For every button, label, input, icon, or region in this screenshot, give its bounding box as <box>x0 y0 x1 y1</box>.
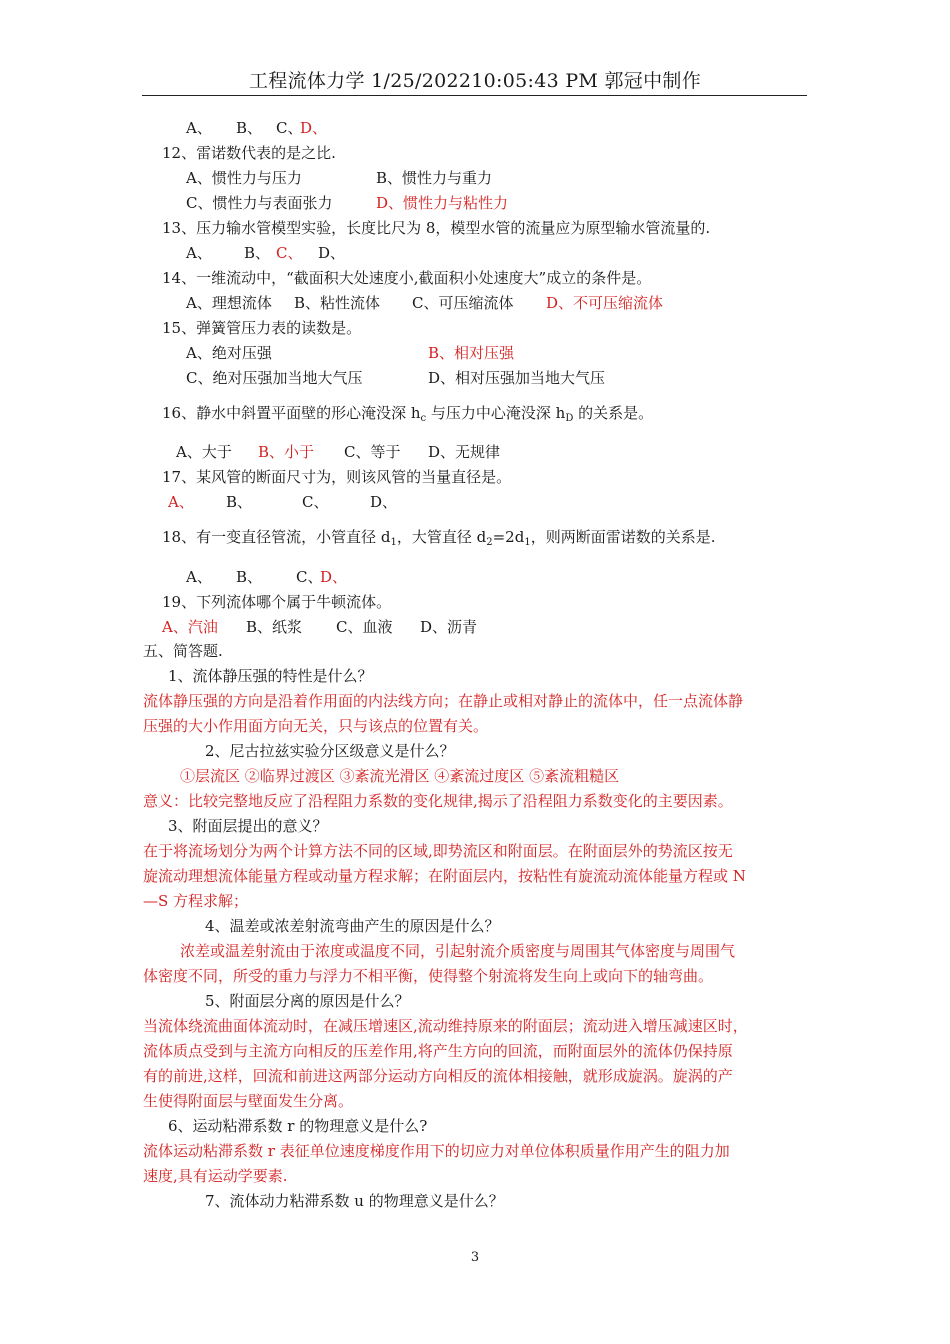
q14-option-c: C、可压缩流体 <box>412 294 514 312</box>
q16-option-d: D、无规律 <box>428 443 501 461</box>
s1-answer-line1: 流体静压强的方向是沿着作用面的内法线方向；在静止或相对静止的流体中，任一点流体静 <box>143 692 744 710</box>
s4-answer-line2: 体密度不同，所受的重力与浮力不相平衡，使得整个射流将发生向上或向下的轴弯曲。 <box>143 967 714 985</box>
q15-option-b-answer: B、相对压强 <box>428 344 515 362</box>
s2-question: 2、尼古拉兹实验分区级意义是什么？ <box>205 742 455 760</box>
q12-option-b: B、惯性力与重力 <box>376 169 493 187</box>
q17-option-c: C、 <box>302 493 329 511</box>
q12-option-a: A、惯性力与压力 <box>186 169 302 187</box>
q12-option-d-answer: D、惯性力与粘性力 <box>376 194 509 212</box>
q19-option-c: C、血液 <box>336 618 393 636</box>
q17-option-d: D、 <box>370 493 398 511</box>
q14-option-a: A、理想流体 <box>186 294 272 312</box>
q12-option-c: C、惯性力与表面张力 <box>186 194 333 212</box>
q13-option-a: A、 <box>186 244 212 262</box>
s3-answer-line1: 在于将流场划分为两个计算方法不同的区域,即势流区和附面层。在附面层外的势流区按无 <box>143 842 733 860</box>
q13-option-c-answer: C、 <box>276 244 303 262</box>
q18-option-d-answer: D、 <box>320 568 348 586</box>
section-heading: 五、简答题. <box>143 642 223 660</box>
q13-option-d: D、 <box>318 244 346 262</box>
q12-stem: 12、雷诺数代表的是之比. <box>162 144 336 162</box>
q14-stem: 14、一维流动中，“截面积大处速度小,截面积小处速度大”成立的条件是。 <box>162 269 652 287</box>
s7-question: 7、流体动力粘滞系数 u 的物理意义是什么？ <box>205 1192 504 1210</box>
s3-answer-line2: 旋流动理想流体能量方程或动量方程求解；在附面层内，按粘性有旋流动流体能量方程或 N <box>143 867 746 885</box>
q18-option-c: C、 <box>296 568 323 586</box>
s5-question: 5、附面层分离的原因是什么？ <box>205 992 410 1010</box>
q15-option-a: A、绝对压强 <box>186 344 272 362</box>
s3-question: 3、附面层提出的意义？ <box>168 817 328 835</box>
q14-option-d-answer: D、不可压缩流体 <box>546 294 664 312</box>
s5-answer-line3: 有的前进,这样，回流和前进这两部分运动方向相反的流体相接触，就形成旋涡。旋涡的产 <box>143 1067 733 1085</box>
s6-answer-line2: 速度,具有运动学要素. <box>143 1167 288 1185</box>
s6-question: 6、运动粘滞系数 r 的物理意义是什么? <box>168 1117 428 1135</box>
s5-answer-line1: 当流体绕流曲面体流动时，在减压增速区,流动维持原来的附面层；流动进入增压减速区时， <box>143 1017 748 1035</box>
q11-option-d-answer: D、 <box>300 119 328 137</box>
page-number: 3 <box>470 1250 480 1265</box>
s3-answer-line3: —S 方程求解； <box>143 892 249 910</box>
q16-option-a: A、大于 <box>176 443 232 461</box>
s4-answer-line1: 浓差或温差射流由于浓度或温度不同，引起射流介质密度与周围其气体密度与周围气 <box>180 942 736 960</box>
s2-meaning: 意义：比较完整地反应了沿程阻力系数的变化规律,揭示了沿程阻力系数变化的主要因素。 <box>143 792 733 810</box>
q15-option-c: C、绝对压强加当地大气压 <box>186 369 363 387</box>
q19-option-a-answer: A、汽油 <box>162 618 218 636</box>
page-header-title: 工程流体力学 1/25/202210:05:43 PM 郭冠中制作 <box>248 70 701 92</box>
q18-option-a: A、 <box>186 568 212 586</box>
q16-option-c: C、等于 <box>344 443 401 461</box>
q17-option-a-answer: A、 <box>168 493 194 511</box>
q11-option-b: B、 <box>236 119 263 137</box>
q13-stem: 13、压力输水管模型实验，长度比尺为 8，模型水管的流量应为原型输水管流量的. <box>162 219 711 237</box>
q17-option-b: B、 <box>226 493 253 511</box>
q19-stem: 19、下列流体哪个属于牛顿流体。 <box>162 593 392 611</box>
q18-stem: 18、有一变直径管流，小管直径 $d_1$，大管直径 $d_2=2d_1$，则两断面雷诺数的关系是. <box>162 528 716 548</box>
q19-option-d: D、沥青 <box>420 618 478 636</box>
s1-answer-line2: 压强的大小作用面方向无关，只与该点的位置有关。 <box>143 717 489 735</box>
q14-option-b: B、粘性流体 <box>294 294 381 312</box>
s4-question: 4、温差或浓差射流弯曲产生的原因是什么？ <box>205 917 500 935</box>
q16-option-b-answer: B、小于 <box>258 443 315 461</box>
q19-option-b: B、纸浆 <box>246 618 303 636</box>
s6-answer-line1: 流体运动粘滞系数 r 表征单位速度梯度作用下的切应力对单位体积质量作用产生的阻力加 <box>143 1142 730 1160</box>
q15-stem: 15、弹簧管压力表的读数是。 <box>162 319 362 337</box>
q13-option-b: B、 <box>244 244 271 262</box>
s5-answer-line2: 流体质点受到与主流方向相反的压差作用,将产生方向的回流，而附面层外的流体仍保持原 <box>143 1042 733 1060</box>
s1-question: 1、流体静压强的特性是什么？ <box>168 667 373 685</box>
header-rule <box>142 95 807 96</box>
q11-option-c: C、 <box>276 119 303 137</box>
q11-option-a: A、 <box>186 119 212 137</box>
q16-stem: 16、静水中斜置平面壁的形心淹没深 $h_c$ 与压力中心淹没深 $h_D$ 的关系是。 <box>162 404 654 424</box>
q17-stem: 17、某风管的断面尺寸为，则该风管的当量直径是。 <box>162 468 512 486</box>
q18-option-b: B、 <box>236 568 263 586</box>
s2-zones: ①层流区 ②临界过渡区 ③紊流光滑区 ④紊流过度区 ⑤紊流粗糙区 <box>180 767 620 785</box>
s5-answer-line4: 生使得附面层与壁面发生分离。 <box>143 1092 354 1110</box>
q15-option-d: D、相对压强加当地大气压 <box>428 369 606 387</box>
